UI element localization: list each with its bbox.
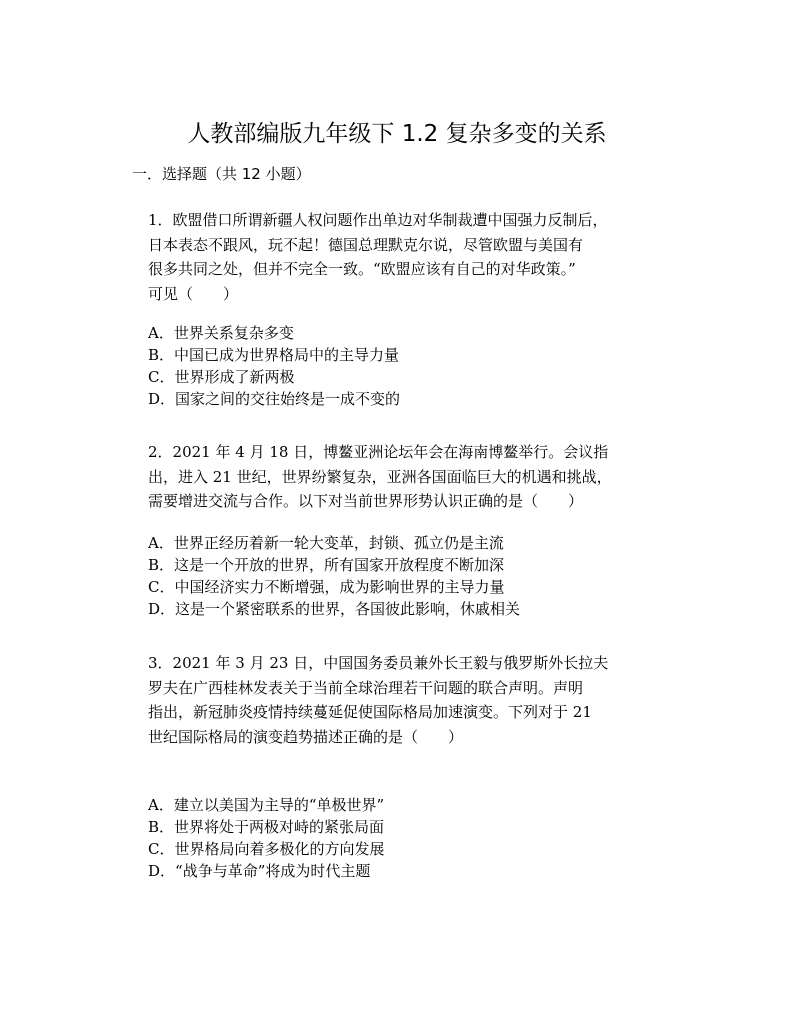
question-stem	[148, 440, 668, 514]
stem-line: 1．欧盟借口所谓新疆人权问题作出单边对华制裁遭中国强力反制后，	[148, 211, 608, 229]
option-a: A．世界关系复杂多变	[148, 324, 294, 342]
option-c: C．世界格局向着多极化的方向发展	[148, 840, 385, 858]
stem-line: 很多共同之处，但并不完全一致。“欧盟应该有自己的对华政策。”	[148, 260, 576, 278]
option-b: B．中国已成为世界格局中的主导力量	[148, 346, 400, 364]
page-title: 人教部编版九年级下 1.2 复杂多变的关系	[187, 121, 607, 147]
option-c: C．中国经济实力不断增强，成为影响世界的主导力量	[148, 578, 505, 596]
options-list	[148, 794, 384, 882]
stem-line: 3．2021 年 3 月 23 日，中国国务委员兼外长王毅与俄罗斯外长拉夫	[148, 654, 609, 672]
options-list	[148, 322, 400, 410]
option-c: C．世界形成了新两极	[148, 368, 295, 386]
stem-line: 日本表态不跟风，玩不起！德国总理默克尔说，尽管欧盟与美国有	[148, 235, 584, 254]
stem-line: 罗夫在广西桂林发表关于当前全球治理若干问题的联合声明。声明	[148, 678, 584, 697]
option-d: D．国家之间的交往始终是一成不变的	[148, 390, 401, 408]
stem-line: 出，进入 21 世纪，世界纷繁复杂，亚洲各国面临巨大的机遇和挑战，	[148, 467, 612, 486]
stem-line: 世纪国际格局的演变趋势描述正确的是（ ）	[148, 727, 464, 746]
question-1	[148, 208, 668, 408]
question-stem	[148, 651, 668, 749]
stem-line: 需要增进交流与合作。以下对当前世界形势认识正确的是（ ）	[148, 492, 584, 510]
stem-line: 可见（ ）	[148, 284, 239, 303]
options-list	[148, 532, 520, 620]
option-a: A．建立以美国为主导的“单极世界”	[148, 796, 385, 814]
option-b: B．这是一个开放的世界，所有国家开放程度不断加深	[148, 556, 505, 574]
question-3	[148, 651, 668, 880]
stem-line: 指出，新冠肺炎疫情持续蔓延促使国际格局加速演变。下列对于 21	[148, 703, 592, 721]
section-heading: 一．选择题（共 12 小题）	[132, 165, 311, 183]
option-d: D．“战争与革命”将成为时代主题	[148, 862, 371, 880]
option-b: B．世界将处于两极对峙的紧张局面	[148, 818, 385, 836]
option-d: D．这是一个紧密联系的世界，各国彼此影响，休戚相关	[148, 600, 521, 618]
option-a: A．世界正经历着新一轮大变革，封锁、孤立仍是主流	[148, 534, 504, 552]
question-stem	[148, 208, 668, 306]
question-2	[148, 440, 668, 618]
stem-line: 2．2021 年 4 月 18 日，博鳌亚洲论坛年会在海南博鳌举行。会议指	[148, 443, 609, 461]
